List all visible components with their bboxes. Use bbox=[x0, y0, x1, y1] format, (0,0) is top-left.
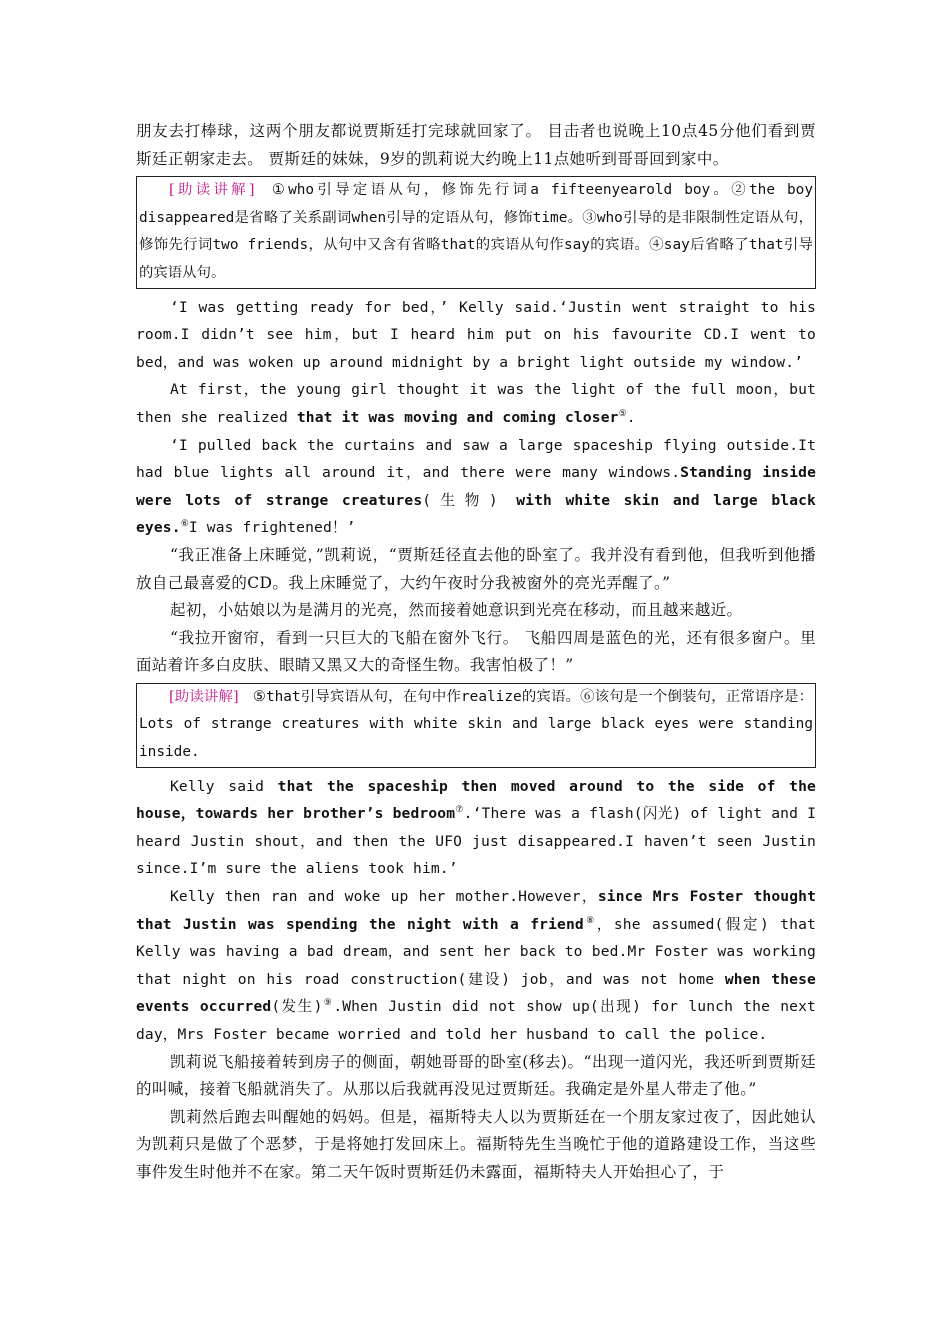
text-run: .‘There was a flash(闪光) of light and I heard Justin shout，and then the UFO just disappeared.I haven’t seen Justin since.I’m sure the aliens took him.’ bbox=[136, 805, 817, 878]
highlighted-clause: since Mrs Foster thought that Justin was spending the night with a friend bbox=[136, 888, 817, 933]
text-run: Kelly said bbox=[170, 777, 278, 795]
paragraph-en-5 bbox=[136, 883, 816, 1049]
paragraph-cn-5: 凯莉然后跑去叫醒她的妈妈。但是，福斯特夫人以为贾斯廷在一个朋友家过夜了，因此她认为凯莉只是做了个恶梦，于是将她打发回床上。福斯特先生当晚忙于他的道路建设工作，当这些事件发生时他并不在家。第二天午饭时贾斯廷仍未露面，福斯特夫人开始担心了，于 bbox=[136, 1107, 816, 1181]
footnote-marker: ⑤ bbox=[618, 408, 627, 419]
footnote-marker: ⑨ bbox=[322, 998, 334, 1009]
paragraph-en-1: ‘I was getting ready for bed，’ Kelly said.‘Justin went straight to his room.I didn’t see him，but I heard him put on his favourite CD.I went to bed，and was woken up around midnight by a bright light outside my window.’ bbox=[136, 298, 816, 371]
paragraph-cn-4: 凯莉说飞船接着转到房子的侧面，朝她哥哥的卧室(移去)。“出现一道闪光，我还听到贾斯廷的叫喊，接着飞船就消失了。从那以后我就再没见过贾斯廷。我确定是外星人带走了他。” bbox=[136, 1052, 816, 1099]
reading-note-box-2 bbox=[136, 683, 816, 768]
reading-note-box-1 bbox=[136, 176, 816, 288]
text-run: ‘I pulled back the curtains and saw a large spaceship flying outside.It had blue lights all around it，and there were many windows. bbox=[136, 436, 816, 482]
reading-note-text: ⑤that引导宾语从句，在句中作realize的宾语。⑥该句是一个倒装句，正常语序是：Lots of strange creatures with white skin and large black eyes were standing inside. bbox=[139, 688, 813, 761]
text-run: . bbox=[626, 408, 636, 426]
text-run: ，she assumed(假定) that Kelly was having a bad dream，and sent her back to bed.Mr Foster was working that night on his road construction(建设) job，and was not home bbox=[136, 915, 816, 988]
footnote-marker: ⑧ bbox=[583, 915, 597, 926]
paragraph-cn-3: “我拉开窗帘，看到一只巨大的飞船在窗外飞行。 飞船四周是蓝色的光，还有很多窗户。里面站着许多白皮肤、眼睛又黑又大的奇怪生物。我害怕极了！” bbox=[136, 628, 816, 675]
gloss: (生物) bbox=[422, 491, 503, 509]
highlighted-clause: that the spaceship then moved around to the side of the house，towards her brother’s bedroom bbox=[136, 777, 816, 823]
highlighted-clause: Standing inside were lots of strange creatures bbox=[136, 464, 817, 509]
highlighted-clause: that it was moving and coming closer bbox=[296, 408, 619, 426]
paragraph-cn-1: “我正准备上床睡觉，”凯莉说，“贾斯廷径直去他的卧室了。我并没有看到他，但我听到他播放自己最喜爱的CD。我上床睡觉了，大约午夜时分我被窗外的亮光弄醒了。” bbox=[136, 545, 816, 592]
footnote-marker: ⑦ bbox=[455, 805, 464, 816]
paragraph-cn-top: 朋友去打棒球，这两个朋友都说贾斯廷打完球就回家了。 目击者也说晚上10点45分他们看到贾斯廷正朝家走去。 贾斯廷的妹妹，9岁的凯莉说大约晚上11点她听到哥哥回到家中。 bbox=[136, 122, 816, 168]
text-run: At first，the young girl thought it was the light of the full moon，but then she realized bbox=[136, 381, 816, 426]
highlighted-clause: when these events occurred bbox=[136, 970, 816, 1016]
paragraph-en-4 bbox=[136, 773, 816, 883]
reading-note-tag: [助读讲解] bbox=[169, 688, 239, 705]
paragraph-en-3 bbox=[136, 432, 816, 542]
text-run: .When Justin did not show up(出现) for lunch the next day，Mrs Foster became worried and told her husband to call the police. bbox=[136, 998, 816, 1043]
paragraph-en-2 bbox=[136, 376, 816, 431]
reading-note-tag: [助读讲解] bbox=[169, 182, 255, 199]
reading-note-text: ①who引导定语从句，修饰先行词a fifteenyearold boy。②the boy disappeared是省略了关系副词when引导的定语从句，修饰time。③who引导的是非限制性定语从句，修饰先行词two friends，从句中又含有省略that的宾语从句作say的宾语。④say后省略了that引导的宾语从句。 bbox=[139, 182, 813, 281]
text-run: I was frightened！’ bbox=[188, 519, 356, 537]
highlighted-clause: with white skin and large black eyes. bbox=[136, 491, 816, 537]
paragraph-cn-2: 起初，小姑娘以为是满月的光亮，然而接着她意识到光亮在移动，而且越来越近。 bbox=[170, 601, 743, 620]
document-page bbox=[136, 118, 816, 1187]
gloss: (发生) bbox=[271, 998, 323, 1016]
footnote-marker: ⑥ bbox=[180, 519, 189, 530]
text-run: Kelly then ran and woke up her mother.However， bbox=[170, 888, 598, 906]
